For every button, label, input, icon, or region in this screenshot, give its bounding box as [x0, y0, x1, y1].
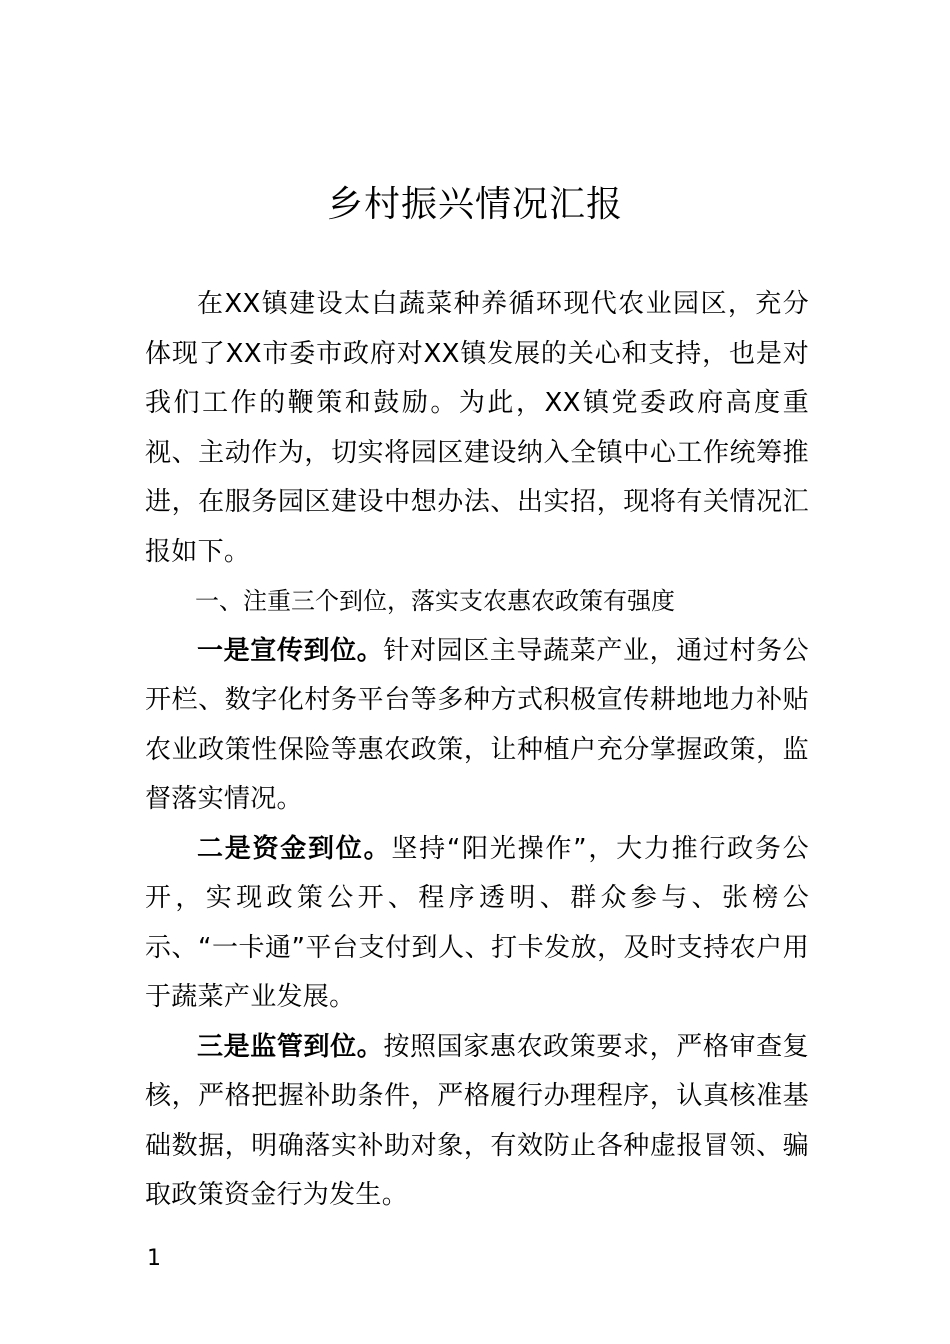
point-text: 针对园区主导蔬菜产业，通过村务公开栏、数字化村务平台等多种方式积极宣传耕地地力补贴农业政策性保险等惠农政策，让种植户充分掌握政策，监督落实情况。: [145, 635, 809, 814]
point-text: 按照国家惠农政策要求，严格审查复核，严格把握补助条件，严格履行办理程序，认真核准基础数据，明确落实补助对象，有效防止各种虚报冒领、骗取政策资金行为发生。: [145, 1031, 809, 1210]
section-heading: 一、注重三个到位，落实支农惠农政策有强度: [195, 587, 675, 615]
point-paragraph: [145, 1023, 809, 1221]
point-text: 坚持“阳光操作”，大力推行政务公开，实现政策公开、程序透明、群众参与、张榜公示、“一卡通”平台支付到人、打卡发放，及时支持农户用于蔬菜产业发展。: [145, 833, 809, 1012]
point-paragraph: [145, 825, 809, 1023]
point-lead: 一是宣传到位。: [197, 635, 384, 666]
point-lead: 二是资金到位。: [197, 833, 392, 864]
document-body: [145, 280, 809, 1221]
intro-paragraph: 在XX镇建设太白蔬菜种养循环现代农业园区，充分体现了XX市委市政府对XX镇发展的关心和支持，也是对我们工作的鞭策和鼓励。为此，XX镇党委政府高度重视、主动作为，切实将园区建设纳入全镇中心工作统筹推进，在服务园区建设中想办法、出实招，现将有关情况汇报如下。: [145, 289, 809, 567]
point-paragraph: [145, 627, 809, 825]
point-lead: 三是监管到位。: [197, 1031, 384, 1062]
page-number: 1: [147, 1246, 161, 1271]
document-title: 乡村振兴情况汇报: [326, 184, 623, 225]
